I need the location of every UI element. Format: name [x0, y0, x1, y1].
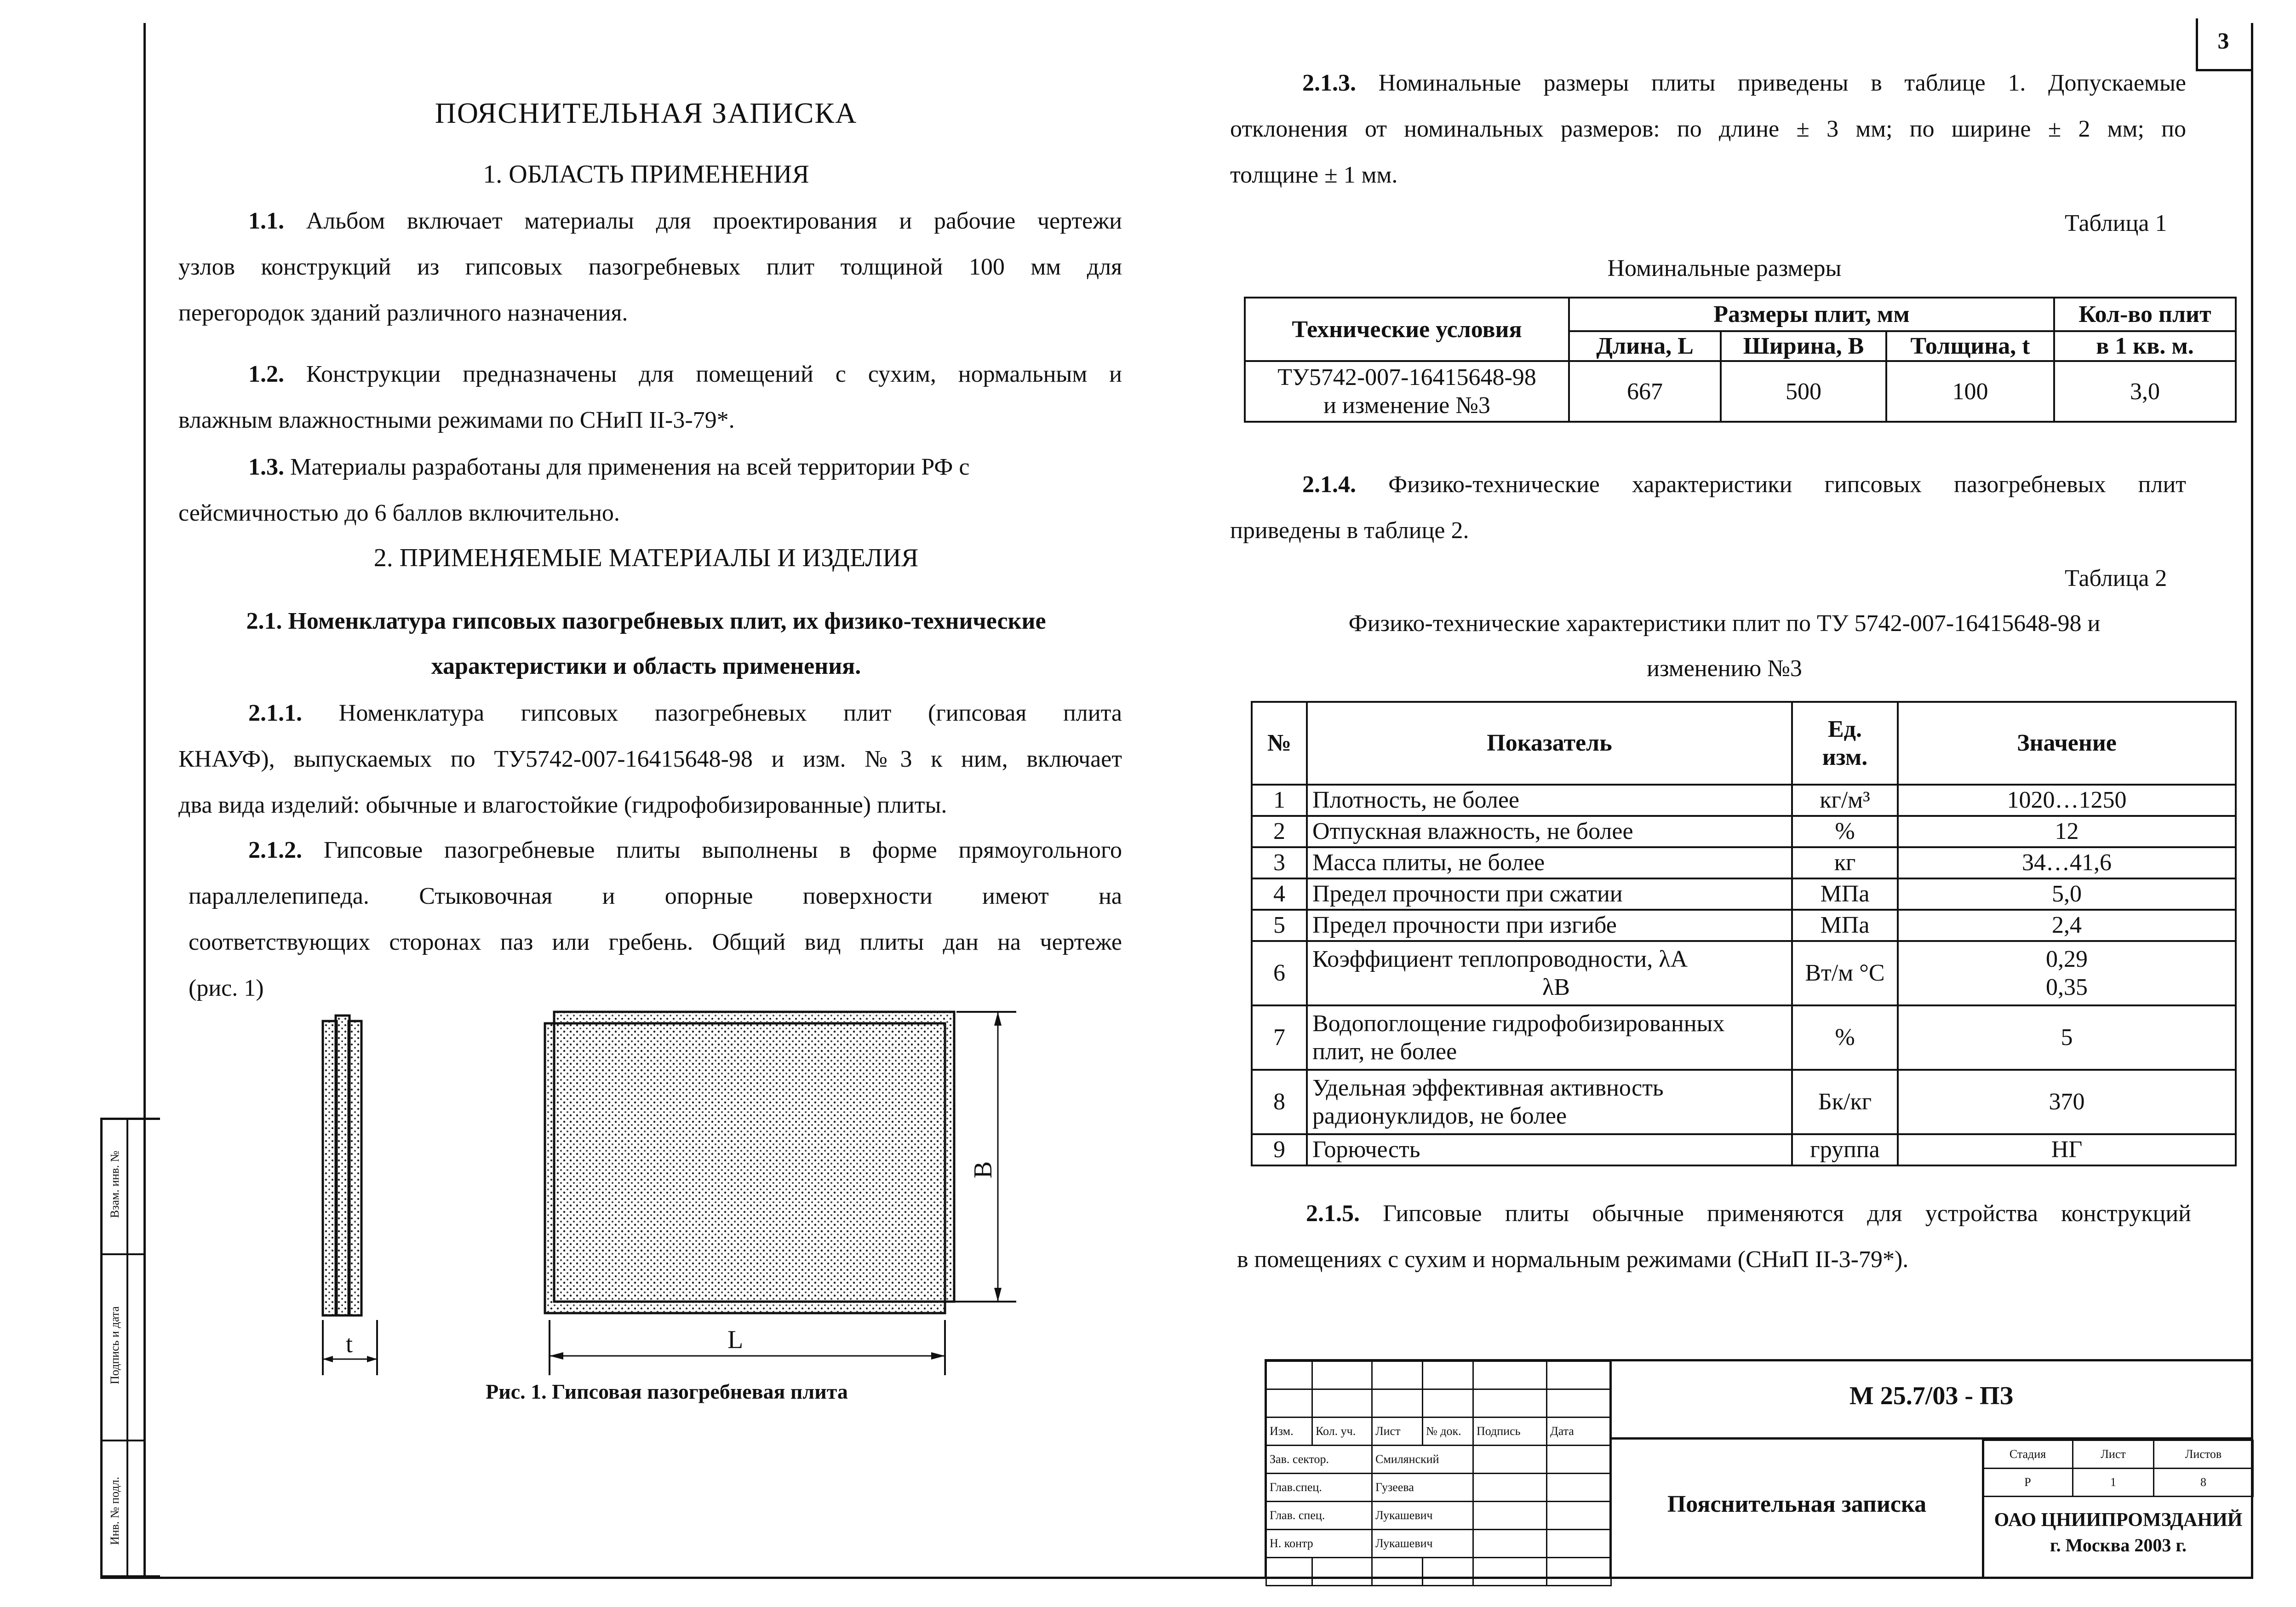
side-stamp-divider-v: [126, 1118, 128, 1578]
right-frame-border: [2251, 23, 2253, 1579]
p212-line2: параллелепипеда. Стыковочная и опорные поверхности имеют на: [189, 883, 1122, 909]
p12-line2: влажным влажностными режимами по СНиП II-3-79*.: [178, 407, 735, 433]
table-row: 2 Отпускная влажность, не более % 12: [1252, 816, 2236, 847]
sheets-total: 8: [2154, 1469, 2253, 1497]
p11-line2: узлов конструкций из гипсовых пазогребневых плит толщиной 100 мм для: [178, 254, 1122, 280]
p13-line1: 1.3. Материалы разработаны для применения на всей территории РФ с: [248, 454, 970, 480]
side-stamp-divider-1: [100, 1253, 144, 1255]
side-stamp-podp: Подпись и дата: [108, 1306, 121, 1384]
table1-title: Номинальные размеры: [1607, 255, 1842, 281]
t1-h-sizes: Размеры плит, мм: [1569, 298, 2054, 331]
signature-table: [1265, 1360, 1612, 1586]
p11-line1: 1.1. Альбом включает материалы для проектирования и рабочие чертежи: [248, 208, 1122, 234]
plate-front-view: [545, 1012, 954, 1313]
p215-line1: 2.1.5. Гипсовые плиты обычные применяются для устройства конструкций: [1306, 1200, 2191, 1227]
fig-label-t: t: [346, 1330, 353, 1358]
t1-tu: ТУ5742-007-16415648-98 и изменение №3: [1245, 361, 1569, 422]
p212-line1: 2.1.2. Гипсовые пазогребневые плиты выполнены в форме прямоугольного: [248, 837, 1122, 863]
p212-line4: (рис. 1): [189, 975, 264, 1001]
table-row: 5 Предел прочности при изгибе МПа 2,4: [1252, 910, 2236, 941]
p215-line2: в помещениях с сухим и нормальным режимами (СНиП II-3-79*).: [1237, 1246, 1909, 1273]
section-1-heading: 1. ОБЛАСТЬ ПРИМЕНЕНИЯ: [483, 160, 809, 189]
signature-row: Зав. сектор. Смилянский: [1266, 1446, 1611, 1474]
dimension-B: [947, 1012, 1016, 1302]
section-2-heading: 2. ПРИМЕНЯЕМЫЕ МАТЕРИАЛЫ И ИЗДЕЛИЯ: [373, 544, 919, 572]
t1-h-len: Длина, L: [1569, 331, 1721, 361]
table2-label: Таблица 2: [2065, 565, 2167, 591]
side-stamp-divider-2: [100, 1440, 144, 1441]
t1-wid: 500: [1721, 361, 1886, 422]
page-number: 3: [2217, 28, 2229, 53]
plate-side-view: [323, 1016, 361, 1315]
stage-sheet-table: Стадия Лист Листов Р 1 8: [1982, 1440, 2254, 1497]
heading-2-1-line1: 2.1. Номенклатура гипсовых пазогребневых плит, их физико-технические: [246, 608, 1046, 634]
table1-label: Таблица 1: [2065, 210, 2167, 236]
heading-2-1-line2: характеристики и область применения.: [431, 653, 861, 679]
org-name: ОАО ЦНИИПРОМЗДАНИЙ: [1994, 1509, 2243, 1531]
doc-title: Пояснительная записка: [1667, 1491, 1927, 1517]
signature-row: Глав. спец. Лукашевич: [1266, 1502, 1611, 1530]
table2-characteristics: [1251, 701, 2237, 1166]
t2-h-no: №: [1252, 702, 1307, 785]
fig-label-B: В: [969, 1161, 998, 1179]
p213-line2: отклонения от номинальных размеров: по длине ± 3 мм; по ширине ± 2 мм; по: [1230, 116, 2186, 142]
page-title: ПОЯСНИТЕЛЬНАЯ ЗАПИСКА: [435, 97, 858, 129]
sheet-value: 1: [2073, 1469, 2154, 1497]
t1-thk: 100: [1886, 361, 2054, 422]
p11-line3: перегородок зданий различного назначения.: [178, 300, 628, 326]
t1-h-count-l2: в 1 кв. м.: [2054, 331, 2236, 361]
signature-row: Н. контр Лукашевич: [1266, 1530, 1611, 1558]
p211-line2: КНАУФ), выпускаемых по ТУ5742-007-16415648-98 и изм. №3 к ним, включает: [178, 746, 1122, 772]
t2-h-unit: Ед. изм.: [1792, 702, 1898, 785]
t2-h-val: Значение: [1898, 702, 2236, 785]
p211-line3: два вида изделий: обычные и влагостойкие (гидрофобизированные) плиты.: [178, 792, 947, 818]
p12-line1: 1.2. Конструкции предназначены для помещений с сухим, нормальным и: [248, 361, 1122, 387]
t1-h-tu: Технические условия: [1245, 298, 1569, 361]
doc-code: М 25.7/03 - ПЗ: [1849, 1382, 2014, 1410]
figure-caption: Рис. 1. Гипсовая пазогребневая плита: [486, 1380, 848, 1403]
table-row: 3 Масса плиты, не более кг 34…41,6: [1252, 847, 2236, 878]
table-row: 9 Горючесть группа НГ: [1252, 1134, 2236, 1165]
t1-len: 667: [1569, 361, 1721, 422]
table2-title-line1: Физико-технические характеристики плит по ТУ 5742-007-16415648-98 и: [1348, 610, 2101, 637]
t1-h-count-l1: Кол-во плит: [2054, 298, 2236, 331]
p13-line2: сейсмичностью до 6 баллов включительно.: [178, 500, 620, 526]
p214-line2: приведены в таблице 2.: [1230, 517, 1469, 544]
figure-plate-drawing: [299, 998, 1035, 1384]
signature-row: Глав.спец. Гузеева: [1266, 1474, 1611, 1502]
p213-line1: 2.1.3. Номинальные размеры плиты приведены в таблице 1. Допускаемые: [1302, 70, 2186, 96]
t1-h-wid: Ширина, В: [1721, 331, 1886, 361]
t2-h-name: Показатель: [1307, 702, 1792, 785]
t1-h-thk: Толщина, t: [1886, 331, 2054, 361]
side-stamp-inv: Инв. № подл.: [108, 1476, 121, 1545]
side-stamp-vzam: Взам. инв. №: [108, 1150, 121, 1218]
p212-line3: соответствующих сторонах паз или гребень. Общий вид плиты дан на чертеже: [189, 929, 1122, 955]
table-row: 4 Предел прочности при сжатии МПа 5,0: [1252, 878, 2236, 910]
p11-number: 1.1.: [248, 208, 284, 234]
table-row: 6 Коэффициент теплопроводности, λA λB Вт/м °С 0,29 0,35: [1252, 941, 2236, 1005]
org-city-year: г. Москва 2003 г.: [2050, 1535, 2187, 1555]
table2-title-line2: изменению №3: [1647, 655, 1802, 682]
p213-line3: толщине ± 1 мм.: [1230, 162, 1398, 188]
t1-count: 3,0: [2054, 361, 2236, 422]
fig-label-L: L: [727, 1326, 744, 1354]
stage-value: Р: [1983, 1469, 2073, 1497]
p214-line1: 2.1.4. Физико-технические характеристики гипсовых пазогребневых плит: [1302, 471, 2186, 498]
table-row: 8 Удельная эффективная активность радионуклидов, не более Бк/кг 370: [1252, 1070, 2236, 1134]
signature-header-row: Изм. Кол. уч. Лист № док. Подпись Дата: [1266, 1418, 1611, 1446]
table-row: 7 Водопоглощение гидрофобизированных плит, не более % 5: [1252, 1005, 2236, 1070]
p211-line1: 2.1.1. Номенклатура гипсовых пазогребневых плит (гипсовая плита: [248, 700, 1122, 726]
table-row: 1 Плотность, не более кг/м³ 1020…1250: [1252, 785, 2236, 816]
dimension-L: [550, 1320, 945, 1375]
table1-nominal-sizes: [1244, 297, 2237, 423]
